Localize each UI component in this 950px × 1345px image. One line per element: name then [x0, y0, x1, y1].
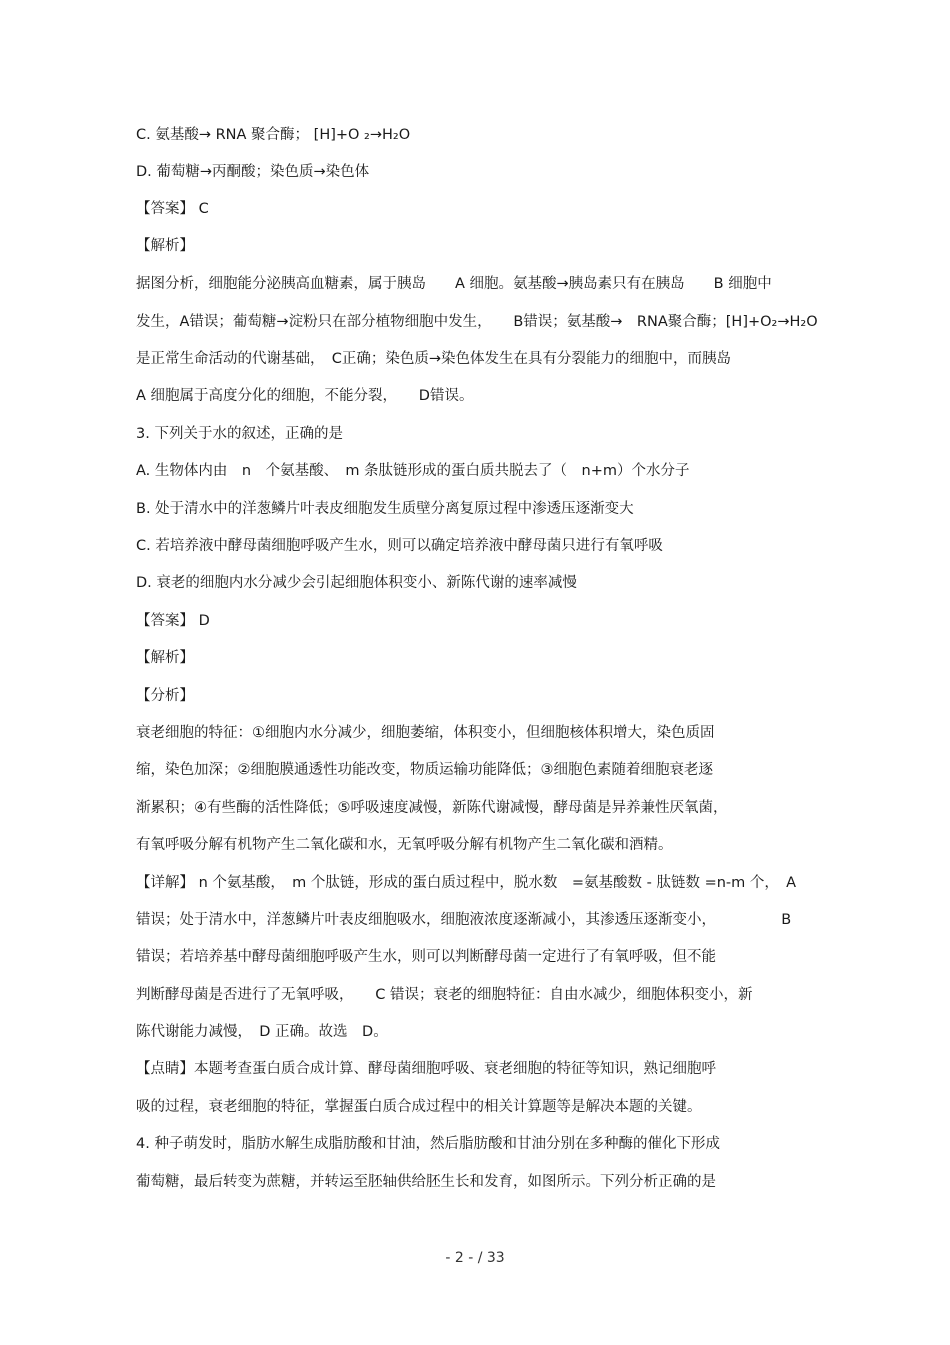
text-line: 渐累积；④有些酶的活性降低；⑤呼吸速度减慢，新陈代谢减慢，酵母菌是异养兼性厌氧菌，	[136, 800, 728, 816]
text-line: 陈代谢能力减慢， D 正确。故选 D。	[136, 1024, 388, 1040]
page-number: - 2 - / 33	[445, 1250, 505, 1266]
option-d: D. 衰老的细胞内水分减少会引起细胞体积变小、新陈代谢的速率减慢	[136, 575, 577, 591]
text-line: 【解析】	[136, 238, 194, 254]
option-b: B. 处于清水中的洋葱鳞片叶表皮细胞发生质壁分离复原过程中渗透压逐渐变大	[136, 501, 634, 517]
text-line: 据图分析，细胞能分泌胰高血糖素，属于胰岛 A 细胞。氨基酸→胰岛素只有在胰岛 B 细胞中	[136, 276, 772, 292]
text-line: D. 葡萄糖→丙酮酸；染色质→染色体	[136, 164, 370, 180]
text-line: 【点睛】本题考查蛋白质合成计算、酵母菌细胞呼吸、衰老细胞的特征等知识，熟记细胞呼	[136, 1061, 716, 1077]
text-line: 是正常生命活动的代谢基础， C正确；染色质→染色体发生在具有分裂能力的细胞中，而胰岛	[136, 351, 732, 367]
text-line: 吸的过程，衰老细胞的特征，掌握蛋白质合成过程中的相关计算题等是解决本题的关键。	[136, 1099, 702, 1115]
text-line: C. 氨基酸→ RNA 聚合酶； [H]+O ₂→H₂O	[136, 127, 411, 143]
text-line: 错误；若培养基中酵母菌细胞呼吸产生水，则可以判断酵母菌一定进行了有氧呼吸，但不能	[136, 949, 716, 965]
analysis-label: 【解析】	[136, 650, 194, 666]
text-line: A 细胞属于高度分化的细胞，不能分裂， D错误。	[136, 388, 474, 404]
question-heading: 3. 下列关于水的叙述，正确的是	[136, 426, 343, 442]
text-line: 【答案】 C	[136, 201, 209, 217]
answer-label: 【答案】 D	[136, 613, 210, 629]
option-a: A. 生物体内由 n 个氨基酸、 m 条肽链形成的蛋白质共脱去了（ n+m）个水分子	[136, 463, 690, 479]
question-heading: 4. 种子萌发时，脂肪水解生成脂肪酸和甘油，然后脂肪酸和甘油分别在多种酶的催化下形成	[136, 1136, 720, 1152]
text-line: 衰老细胞的特征：①细胞内水分减少，细胞萎缩，体积变小，但细胞核体积增大，染色质固	[136, 725, 715, 741]
analysis-sub-label: 【分析】	[136, 688, 194, 704]
option-c: C. 若培养液中酵母菌细胞呼吸产生水，则可以确定培养液中酵母菌只进行有氧呼吸	[136, 538, 663, 554]
text-line: 发生，A错误；葡萄糖→淀粉只在部分植物细胞中发生， B错误；氨基酸→ RNA聚合酶；[H]+O₂→H₂O	[136, 314, 818, 330]
text-line: 缩，染色加深；②细胞膜通透性功能改变，物质运输功能降低；③细胞色素随着细胞衰老逐	[136, 762, 713, 778]
text-line: 错误；处于清水中，洋葱鳞片叶表皮细胞吸水，细胞液浓度逐渐减小，其渗透压逐渐变小， B	[136, 912, 792, 928]
text-line: 葡萄糖，最后转变为蔗糖，并转运至胚轴供给胚生长和发育，如图所示。下列分析正确的是	[136, 1174, 716, 1190]
text-line: 【详解】 n 个氨基酸， m 个肽链，形成的蛋白质过程中，脱水数 =氨基酸数 - 肽链数 =n-m 个， A	[136, 875, 797, 891]
text-line: 判断酵母菌是否进行了无氧呼吸， C 错误；衰老的细胞特征：自由水减少，细胞体积变小，新	[136, 987, 753, 1003]
text-line: 有氧呼吸分解有机物产生二氧化碳和水，无氧呼吸分解有机物产生二氧化碳和酒精。	[136, 837, 673, 853]
